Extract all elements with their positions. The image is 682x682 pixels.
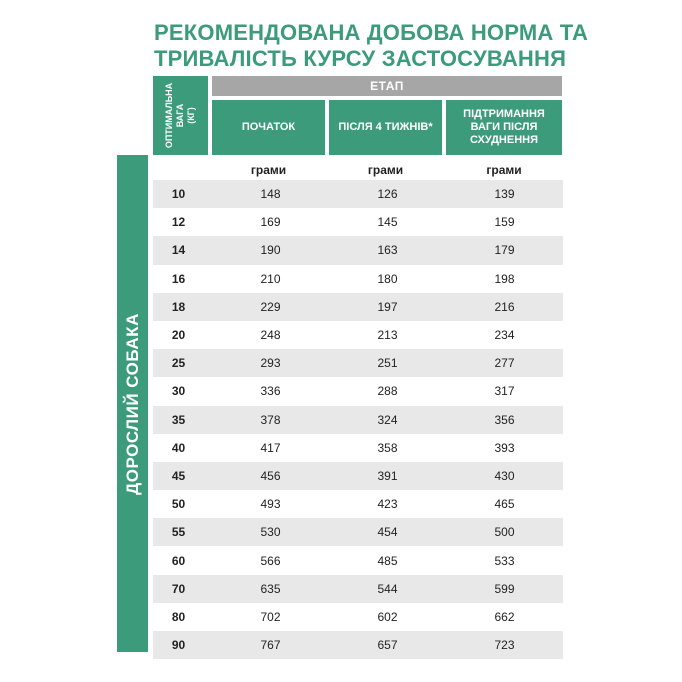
after-4-weeks-cell: 145 (377, 215, 398, 230)
start-cell: 148 (260, 187, 281, 202)
weight-cell: 18 (171, 299, 186, 314)
weight-cell: 10 (171, 187, 186, 202)
start-cell: 190 (260, 243, 281, 258)
weight-cell: 20 (171, 328, 186, 343)
column-header-start-label: ПОЧАТОК (241, 121, 296, 133)
after-4-weeks-cell: 163 (377, 243, 398, 258)
start-cell: 456 (260, 468, 281, 483)
weight-column-header (153, 76, 208, 155)
maintenance-cell: 393 (494, 440, 515, 455)
after-4-weeks-cell: 251 (377, 356, 398, 371)
maintenance-cell: 277 (494, 356, 515, 371)
maintenance-cell: 159 (494, 215, 515, 230)
maintenance-cell: 139 (494, 187, 515, 202)
table-row (153, 406, 563, 434)
after-4-weeks-cell: 423 (377, 497, 398, 512)
table-row (153, 631, 563, 659)
start-cell: 530 (260, 525, 281, 540)
after-4-weeks-cell: 288 (377, 384, 398, 399)
weight-cell: 14 (171, 243, 186, 258)
weight-cell: 50 (171, 497, 186, 512)
weight-cell: 40 (171, 440, 186, 455)
start-cell: 417 (260, 440, 281, 455)
start-cell: 493 (260, 497, 281, 512)
start-cell: 169 (260, 215, 281, 230)
weight-cell: 90 (171, 638, 186, 653)
table-body (153, 180, 563, 659)
weight-cell: 25 (171, 356, 186, 371)
after-4-weeks-cell: 485 (377, 553, 398, 568)
start-cell: 248 (260, 328, 281, 343)
unit-label: грами (367, 163, 404, 177)
table-row (153, 546, 563, 574)
table-row (153, 518, 563, 546)
after-4-weeks-cell: 358 (377, 440, 398, 455)
weight-column-label: ОПТИМАЛЬНА ВАГА (КГ) (164, 82, 197, 149)
table-row (153, 462, 563, 490)
table-row (153, 349, 563, 377)
weight-cell: 70 (171, 581, 186, 596)
table-row (153, 603, 563, 631)
maintenance-cell: 723 (494, 638, 515, 653)
after-4-weeks-cell: 324 (377, 412, 398, 427)
weight-cell: 55 (171, 525, 186, 540)
maintenance-cell: 465 (494, 497, 515, 512)
page-title (154, 20, 589, 72)
start-cell: 702 (260, 609, 281, 624)
unit-label: грами (486, 163, 522, 177)
maintenance-cell: 356 (494, 412, 515, 427)
stage-header: ЕТАП (212, 76, 562, 96)
weight-cell: 30 (171, 384, 186, 399)
after-4-weeks-cell: 197 (377, 299, 398, 314)
start-cell: 336 (260, 384, 281, 399)
column-header-maintenance-label: ПІДТРИМАННЯ ВАГИ ПІСЛЯ СХУДНЕННЯ (463, 108, 545, 146)
weight-cell: 35 (171, 412, 186, 427)
maintenance-cell: 179 (494, 243, 515, 258)
table-row (153, 236, 563, 264)
table-row (153, 180, 563, 208)
maintenance-cell: 430 (494, 468, 515, 483)
column-header-start (212, 100, 325, 155)
weight-cell: 60 (171, 553, 186, 568)
after-4-weeks-cell: 391 (377, 468, 398, 483)
maintenance-cell: 662 (494, 609, 515, 624)
after-4-weeks-cell: 213 (377, 328, 398, 343)
table-row (153, 575, 563, 603)
start-cell: 210 (260, 271, 281, 286)
weight-cell: 45 (171, 468, 186, 483)
weight-cell: 80 (171, 609, 186, 624)
table-row (153, 490, 563, 518)
after-4-weeks-cell: 544 (377, 581, 398, 596)
start-cell: 767 (260, 638, 281, 653)
column-header-maintenance (446, 100, 562, 155)
side-label-panel (117, 155, 148, 652)
maintenance-cell: 216 (494, 299, 515, 314)
after-4-weeks-cell: 180 (377, 271, 398, 286)
table-row (153, 208, 563, 236)
title-line-2: ТРИВАЛІСТЬ КУРСУ ЗАСТОСУВАННЯ (154, 46, 567, 71)
start-cell: 229 (260, 299, 281, 314)
after-4-weeks-cell: 126 (377, 187, 398, 202)
table-row (153, 293, 563, 321)
start-cell: 566 (260, 553, 281, 568)
start-cell: 293 (260, 356, 281, 371)
table-row (153, 434, 563, 462)
unit-label: грами (250, 163, 287, 177)
after-4-weeks-cell: 602 (377, 609, 398, 624)
side-label: ДОРОСЛИЙ СОБАКА (122, 312, 142, 495)
after-4-weeks-cell: 454 (377, 525, 398, 540)
after-4-weeks-cell: 657 (377, 638, 398, 653)
table-row (153, 377, 563, 405)
maintenance-cell: 500 (494, 525, 515, 540)
table-row (153, 321, 563, 349)
maintenance-cell: 234 (494, 328, 515, 343)
weight-cell: 12 (171, 215, 186, 230)
table-row (153, 265, 563, 293)
maintenance-cell: 317 (494, 384, 515, 399)
start-cell: 635 (260, 581, 281, 596)
weight-cell: 16 (171, 271, 186, 286)
title-line-1: РЕКОМЕНДОВАНА ДОБОВА НОРМА ТА (154, 20, 589, 45)
maintenance-cell: 198 (494, 271, 515, 286)
maintenance-cell: 599 (494, 581, 515, 596)
column-header-after-4-weeks-label: ПІСЛЯ 4 ТИЖНІВ* (338, 121, 433, 133)
maintenance-cell: 533 (494, 553, 515, 568)
column-header-after-4-weeks (329, 100, 442, 155)
start-cell: 378 (260, 412, 281, 427)
